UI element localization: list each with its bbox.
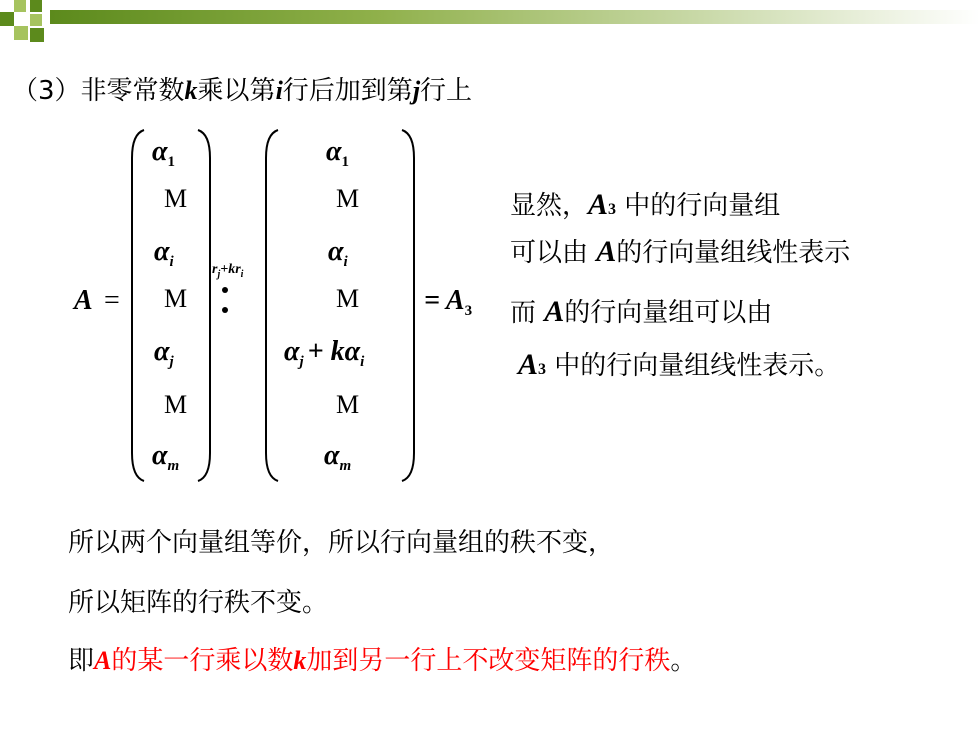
remark-line-3: 而 A的行向量组可以由 [510,295,773,328]
lhs-equals: = [104,285,120,316]
heading-j: j [412,76,421,105]
remark-line-2: 可以由 A的行向量组线性表示 [510,235,851,268]
lhs-matrix-A: A [74,285,93,316]
row-operation-label: $r_j+kr_i$ [212,262,244,280]
alpha-m-right: $\alpha_m$ [324,440,352,474]
alpha-j-left: $\alpha_j$ [154,336,174,370]
deco-square [30,14,42,26]
section-heading [12,70,472,107]
header-decoration [0,0,980,60]
left-paren [264,128,280,483]
vdots-right-2: M [336,284,360,313]
left-matrix [130,128,212,483]
remark-line-1: 显然，A3 中的行向量组 [510,188,781,221]
deco-square [30,28,44,42]
vdots-left-3: M [164,390,188,419]
deco-square [14,26,28,40]
remark-line-4: A3 中的行向量组线性表示。 [518,348,841,381]
alpha-1-left: $\alpha_1$ [152,136,175,170]
alpha-j-plus-k-alpha-i: $\alpha_j + k\alpha_i$ [284,336,365,370]
vdots-right-1: M [336,184,360,213]
heading-suffix: 行上 [420,76,473,106]
heading-i: i [275,76,283,105]
alpha-1-right: $\alpha_1$ [326,136,349,170]
heading-mid2: 行后加到第 [282,76,413,106]
left-paren [130,128,146,483]
alpha-m-left: $\alpha_m$ [152,440,180,474]
alpha-i-left: $\alpha_i$ [154,236,174,270]
rhs-equals-A3: = $A_3$ [424,285,473,319]
deco-square [0,12,14,26]
right-matrix [264,128,416,483]
deco-square [30,0,42,12]
transform-arrow-dots [220,282,230,322]
header-gradient-bar [50,10,980,24]
conclusion-line-2: 所以矩阵的行秩不变。 [68,588,329,618]
alpha-i-right: $\alpha_i$ [328,236,348,270]
right-paren [400,128,416,483]
conclusion-line-1: 所以两个向量组等价，所以行向量组的秩不变， [68,528,615,558]
heading-prefix: （3）非零常数 [12,76,185,106]
conclusion-line-3: 即A的某一行乘以数k加到另一行上不改变矩阵的行秩。 [68,646,697,676]
vdots-left-1: M [164,184,188,213]
vdots-right-3: M [336,390,360,419]
right-paren [196,128,212,483]
heading-k: k [184,76,198,105]
heading-mid1: 乘以第 [197,76,276,106]
deco-square [14,0,26,12]
vdots-left-2: M [164,284,188,313]
